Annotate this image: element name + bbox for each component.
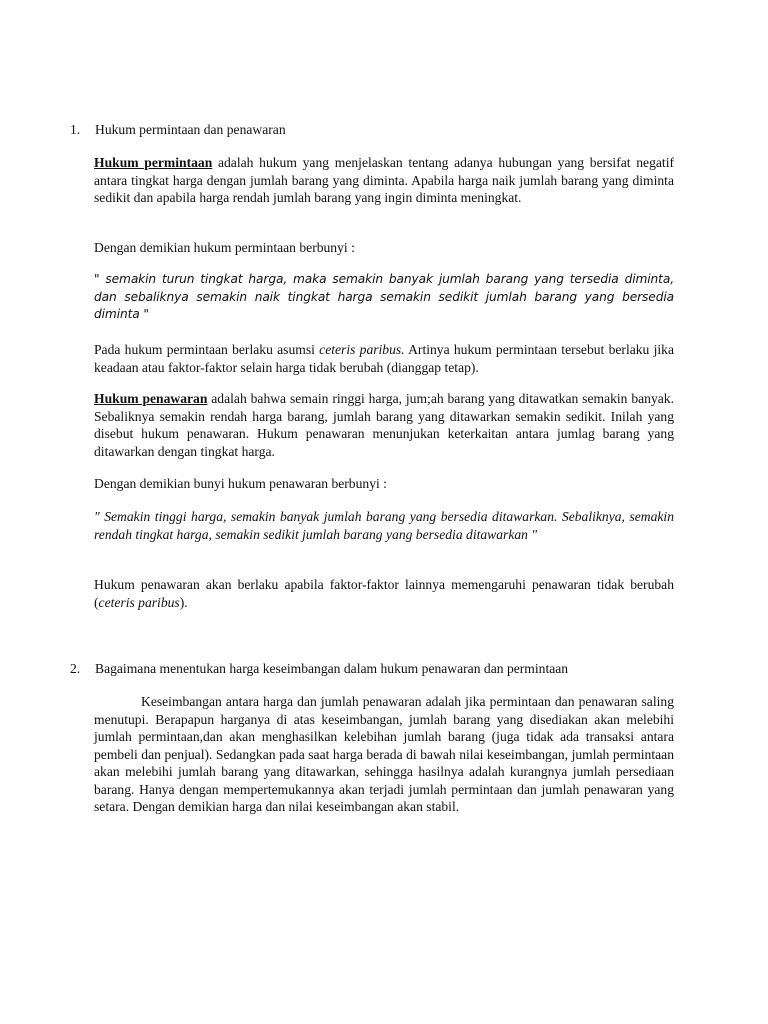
demand-law-term: Hukum permintaan bbox=[94, 155, 213, 170]
equilibrium-text: Keseimbangan antara harga dan jumlah penawaran adalah jika permintaan dan penawaran saling menutupi. Berapapun harganya di atas keseimbangan, jumlah barang yang disediakan akan melebihi jumlah permintaan,dan akan menghasilkan kelebihan jumlah barang (juga tidak ada transaksi antara pembeli dan penjual). Sedangkan pada saat harga berada di bawah nilai keseimbangan, jumlah permintaan akan melebihi jumlah barang yang ditawarkan, sehingga hasilnya adalah kurangnya jumlah persediaan barang. Hanya dengan mempertemukannya akan terjadi jumlah permintaan dan jumlah penawaran yang setara. Dengan demikian harga dan nilai keseimbangan akan stabil. bbox=[94, 694, 674, 814]
section-2-number: 2. bbox=[70, 661, 81, 676]
section-2-heading bbox=[70, 660, 690, 678]
section-1-title: Hukum permintaan dan penawaran bbox=[95, 122, 286, 137]
ceteris-italic: ceteris paribus. bbox=[319, 342, 405, 357]
section-1-heading bbox=[70, 121, 690, 139]
supply-ceteris-after: ). bbox=[179, 594, 188, 610]
supply-law-text: adalah bahwa semain ringgi harga, jum;ah barang yang ditawatkan semakin banyak. Sebaliknya semakin rendah harga barang, jumlah barang yang ditawarkan semakin sedikit. Inilah yang disebut hukum penawaran. Hukum penawaran menunjukan keterkaitan antara jumlag barang yang ditawarkan dengan tingkat harga. bbox=[94, 391, 674, 459]
supply-ceteris-italic: ceteris paribus bbox=[98, 594, 180, 610]
supply-ceteris-paragraph bbox=[94, 576, 674, 611]
section-2-title: Bagaimana menentukan harga keseimbangan dalam hukum penawaran dan permintaan bbox=[95, 661, 569, 676]
equilibrium-paragraph bbox=[94, 693, 674, 816]
supply-law-term: Hukum penawaran bbox=[94, 391, 208, 406]
demand-law-text: adalah hukum yang menjelaskan tentang adanya hubungan yang bersifat negatif antara tingkat harga dengan jumlah barang yang diminta. Apabila harga naik jumlah barang yang diminta sedikit dan apabila harga rendah jumlah barang yang ingin diminta meningkat. bbox=[94, 155, 675, 205]
ceteris-before: Pada hukum permintaan berlaku asumsi bbox=[94, 342, 320, 357]
supply-law-quote: " Semakin tinggi harga, semakin banyak jumlah barang yang bersedia ditawarkan. Sebaliknya, semakin rendah tingkat harga, semakin sedikit jumlah barang yang bersedia ditawarkan " bbox=[94, 509, 674, 542]
demand-law-quote: " semakin turun tingkat harga, maka semakin banyak jumlah barang yang tersedia diminta, dan sebaliknya semakin naik tingkat harga semakin sedikit jumlah barang yang bersedia diminta " bbox=[94, 272, 674, 321]
supply-law-definition bbox=[94, 390, 674, 460]
section-1-number: 1. bbox=[70, 122, 81, 137]
ceteris-after: Artinya hukum permintaan tersebut berlaku jika keadaan atau faktor-faktor selain harga tidak berubah (dianggap tetap). bbox=[94, 342, 674, 375]
demand-law-intro: Dengan demikian hukum permintaan berbunyi : bbox=[94, 240, 355, 255]
demand-law-definition bbox=[94, 154, 674, 207]
supply-ceteris-before: Hukum penawaran akan berlaku apabila faktor-faktor lainnya memengaruhi penawaran tidak berubah ( bbox=[94, 577, 674, 610]
ceteris-paribus-paragraph bbox=[94, 341, 674, 376]
supply-law-intro: Dengan demikian bunyi hukum penawaran berbunyi : bbox=[94, 476, 387, 491]
